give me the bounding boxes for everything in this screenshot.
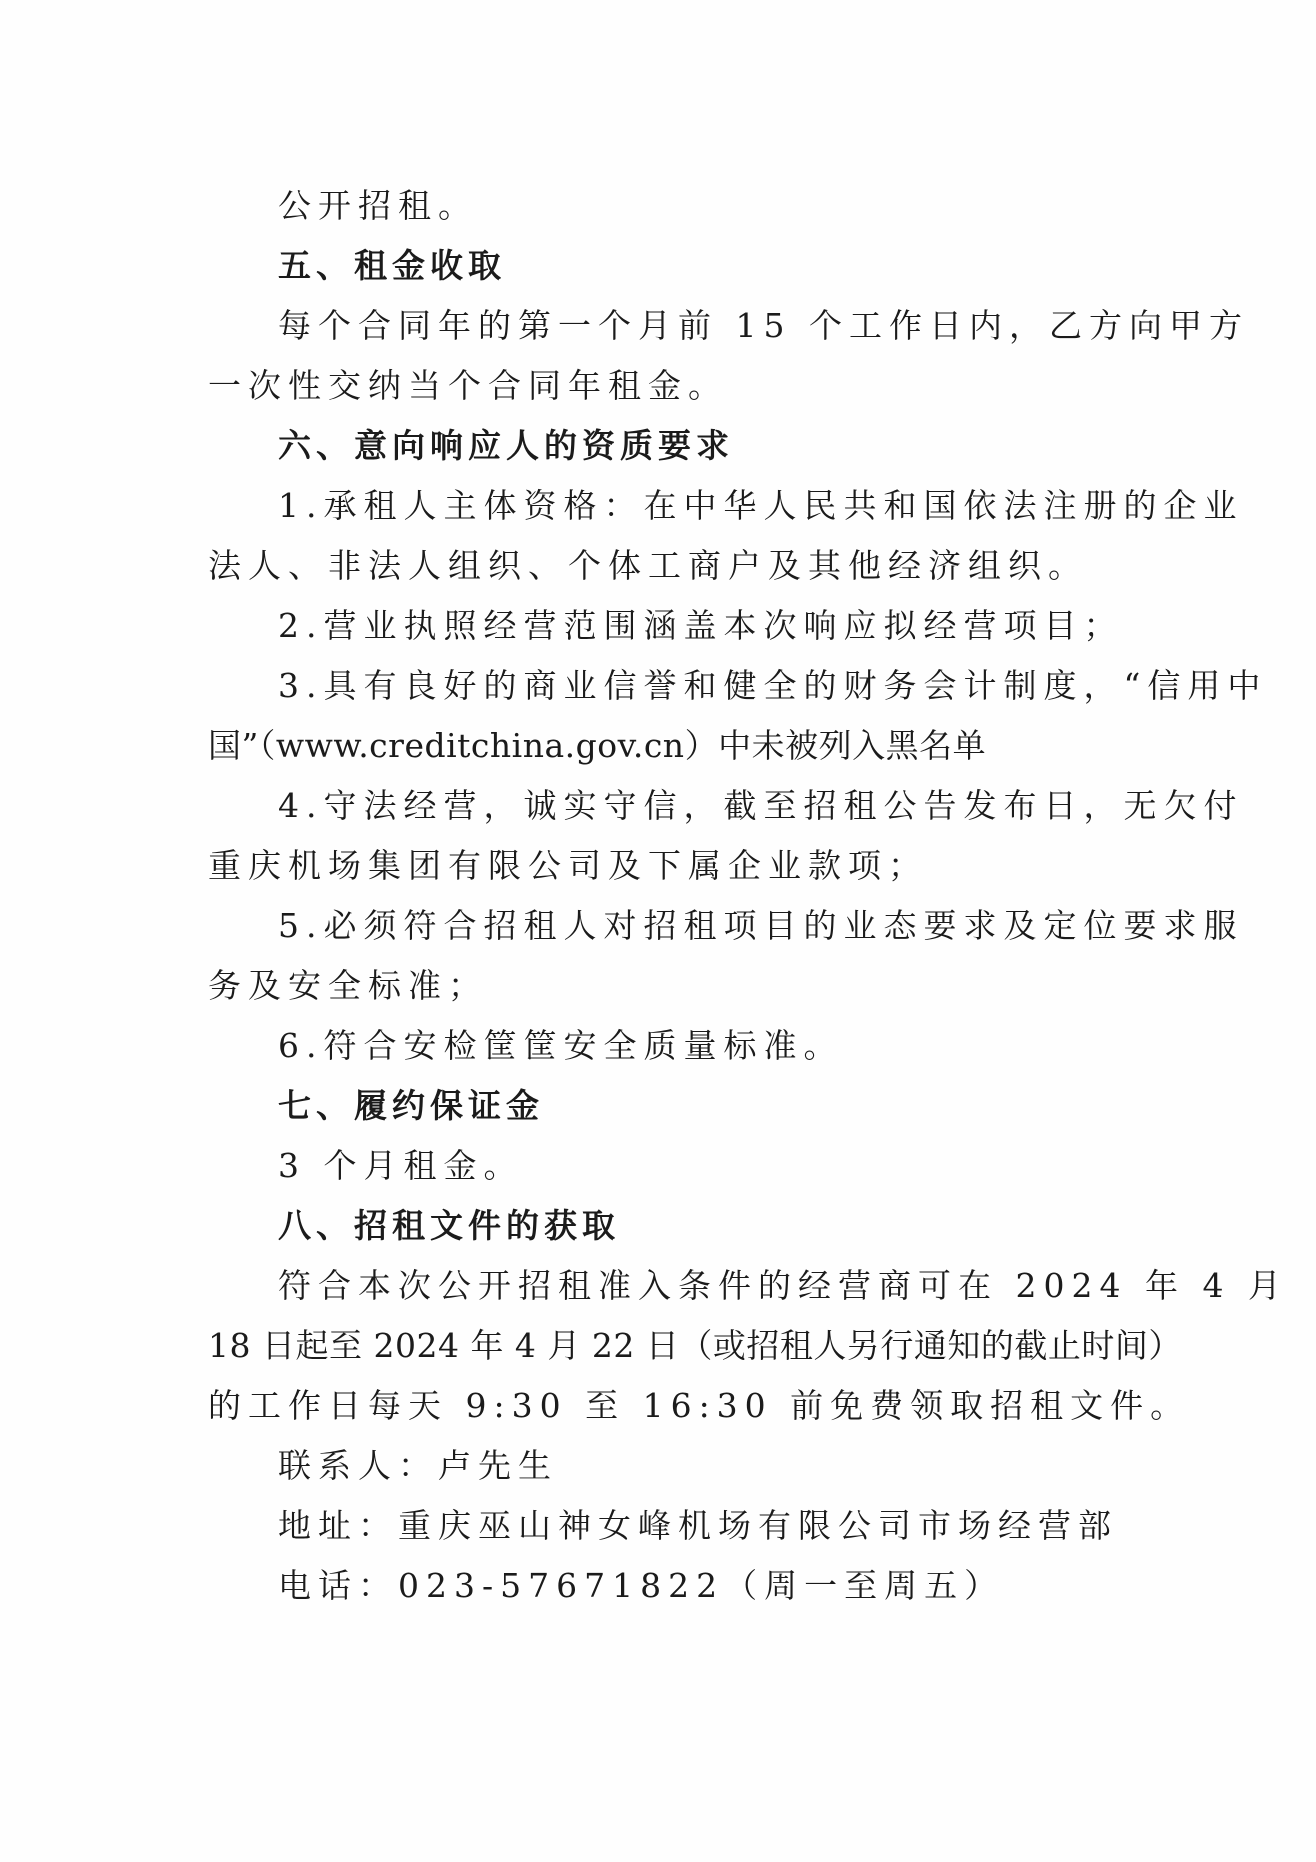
section-heading-tender-documents: 八、招租文件的获取 xyxy=(278,1206,620,1245)
text-line: 一次性交纳当个合同年租金。 xyxy=(208,366,728,405)
text-line: 每个合同年的第一个月前 15 个工作日内，乙方向甲方 xyxy=(278,306,1249,345)
section-heading-performance-bond: 七、履约保证金 xyxy=(278,1086,544,1125)
text-line: 重庆机场集团有限公司及下属企业款项； xyxy=(208,846,928,885)
text-line: 务及安全标准； xyxy=(208,966,488,1005)
text-line: 6.符合安检筐筐安全质量标准。 xyxy=(278,1026,844,1065)
section-heading-rent-collection: 五、租金收取 xyxy=(278,246,506,285)
text-line: 18 日起至 2024 年 4 月 22 日（或招租人另行通知的截止时间） xyxy=(208,1326,1182,1365)
text-line: 符合本次公开招租准入条件的经营商可在 2024 年 4 月 xyxy=(278,1266,1288,1305)
text-line: 的工作日每天 9:30 至 16:30 前免费领取招租文件。 xyxy=(208,1386,1191,1425)
text-line: 5.必须符合招租人对招租项目的业态要求及定位要求服 xyxy=(278,906,1244,945)
section-heading-qualifications: 六、意向响应人的资质要求 xyxy=(278,426,734,465)
contact-address: 地址：重庆巫山神女峰机场有限公司市场经营部 xyxy=(278,1506,1118,1545)
text-line: 3.具有良好的商业信誉和健全的财务会计制度，“信用中 xyxy=(278,666,1268,705)
text-line-url: 国”（www.creditchina.gov.cn）中未被列入黑名单 xyxy=(208,726,987,765)
text-line: 4.守法经营，诚实守信，截至招租公告发布日，无欠付 xyxy=(278,786,1244,825)
text-line: 公开招租。 xyxy=(278,186,478,225)
text-line: 1.承租人主体资格：在中华人民共和国依法注册的企业 xyxy=(278,486,1244,525)
text-line: 3 个月租金。 xyxy=(278,1146,524,1185)
text-line: 2.营业执照经营范围涵盖本次响应拟经营项目； xyxy=(278,606,1124,645)
contact-person: 联系人：卢先生 xyxy=(278,1446,558,1485)
text-line: 法人、非法人组织、个体工商户及其他经济组织。 xyxy=(208,546,1088,585)
contact-phone: 电话：023-57671822（周一至周五） xyxy=(278,1566,1005,1605)
